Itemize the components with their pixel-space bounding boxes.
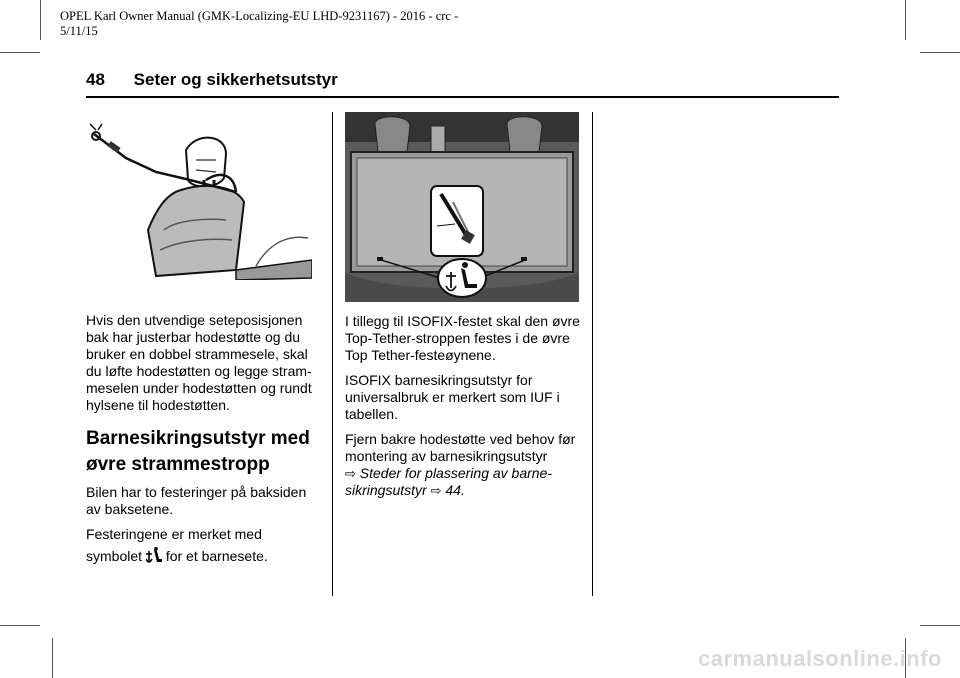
cross-reference-link[interactable]: Steder for plassering av barne-sikringsutstyr — [345, 465, 553, 498]
column-divider — [592, 112, 593, 596]
crop-mark — [920, 52, 960, 53]
crop-mark — [0, 52, 40, 53]
reference-arrow-icon: ⇨ — [345, 466, 356, 481]
page-number: 48 — [86, 70, 105, 89]
section-heading-line1: Barnesikringsutstyr med — [86, 428, 310, 449]
crop-mark — [40, 0, 41, 40]
seat-tether-illustration — [86, 120, 312, 280]
child-seat-anchor-icon — [146, 547, 162, 565]
headrest-text: Fjern bakre hodestøtte ved behov før montering av barnesikringsutstyr — [345, 431, 576, 464]
crop-mark — [905, 0, 906, 40]
header-rule — [86, 96, 839, 98]
paragraph-isofix: ISOFIX barnesikringsutstyr for universalbruk er merkert som IUF i tabellen. — [345, 372, 560, 422]
page-title: Seter og sikkerhetsutstyr — [133, 70, 338, 89]
page-header — [86, 70, 338, 90]
page-arrow-icon: ⇨ — [430, 483, 442, 498]
crop-mark — [920, 625, 960, 626]
section-heading-line2: øvre strammestropp — [86, 454, 270, 475]
paragraph-symbol — [86, 547, 322, 565]
cross-reference-page[interactable]: 44. — [445, 482, 465, 498]
symbol-text-after: for et barnesete. — [165, 548, 268, 564]
crop-mark — [52, 638, 53, 678]
symbol-text-before: symbolet — [86, 548, 143, 564]
column-divider — [332, 112, 333, 596]
watermark: carmanualsonline.info — [698, 646, 942, 671]
left-column — [86, 312, 322, 573]
print-meta-line1: OPEL Karl Owner Manual (GMK-Localizing-EU LHD-9231167) - 2016 - crc - — [60, 9, 459, 23]
print-meta — [60, 9, 520, 39]
print-meta-line2: 5/11/15 — [60, 24, 98, 38]
right-column — [345, 313, 583, 507]
section-heading — [86, 426, 322, 478]
intro-paragraph: Hvis den utvendige seteposisjonen bak har justerbar hodestøtte og du bruker en dobbel strammesele, skal du løfte hodestøtten og legge stram-meselen under hodestøtten og rundt hylsene til hodestøtten. — [86, 312, 312, 413]
paragraph-top-tether: I tillegg til ISOFIX-festet skal den øvre Top-Tether-stroppen festes i de øvre Top Tether-festeøynene. — [345, 313, 580, 363]
rear-anchor-illustration — [345, 112, 579, 302]
paragraph-headrest — [345, 431, 583, 499]
paragraph-marked: Festeringene er merket med — [86, 526, 262, 542]
crop-mark — [0, 625, 40, 626]
paragraph-anchors: Bilen har to festeringer på baksiden av baksetene. — [86, 484, 307, 517]
